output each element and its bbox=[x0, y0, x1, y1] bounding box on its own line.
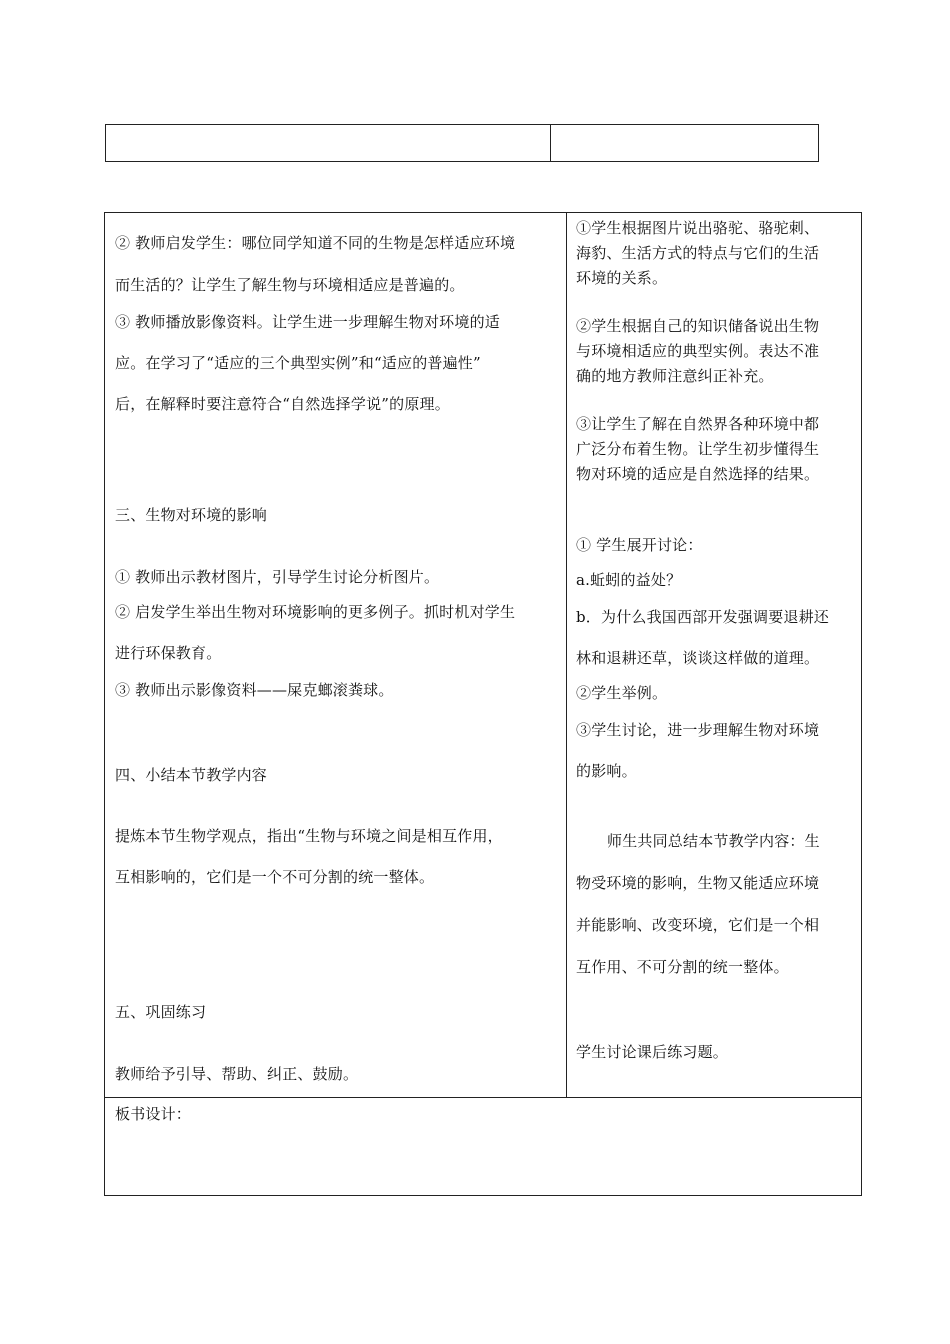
header-table-divider bbox=[550, 125, 551, 161]
student-step-2-line-1: ②学生根据自己的知识储备说出生物 bbox=[576, 317, 820, 335]
student-step-1-line-1: ①学生根据图片说出骆驼、骆驼刺、 bbox=[576, 219, 820, 237]
teacher-step-3-line-3: 后，在解释时要注意符合“自然选择学说”的原理。 bbox=[115, 395, 450, 413]
teacher-step-3-line-1: ③ 教师播放影像资料。让学生进一步理解生物对环境的适 bbox=[115, 313, 500, 331]
student-step-1-line-2: 海豹、生活方式的特点与它们的生活 bbox=[576, 244, 820, 262]
board-row-divider bbox=[105, 1097, 861, 1098]
column-divider bbox=[566, 213, 567, 1097]
board-design-label: 板书设计： bbox=[115, 1105, 192, 1123]
student-discussion-b-line-1: b．为什么我国西部开发强调要退耕还 bbox=[576, 608, 830, 626]
section-3-item-1: ① 教师出示教材图片，引导学生讨论分析图片。 bbox=[115, 568, 440, 586]
student-step-3-line-3: 物对环境的适应是自然选择的结果。 bbox=[576, 465, 820, 483]
teacher-step-3-line-2: 应。在学习了“适应的三个典型实例”和“适应的普遍性” bbox=[115, 354, 481, 372]
student-discuss-line-2: 的影响。 bbox=[576, 762, 637, 780]
student-discussion-b-line-2: 林和退耕还草，谈谈这样做的道理。 bbox=[576, 649, 820, 667]
section-3-item-3: ③ 教师出示影像资料——屎克螂滚粪球。 bbox=[115, 681, 394, 699]
teacher-step-2-line-2: 而生活的？让学生了解生物与环境相适应是普遍的。 bbox=[115, 276, 465, 294]
student-step-2-line-2: 与环境相适应的典型实例。表达不准 bbox=[576, 342, 820, 360]
section-4-title: 四、小结本节教学内容 bbox=[115, 766, 268, 784]
summary-line-2: 物受环境的影响，生物又能适应环境 bbox=[576, 874, 820, 892]
section-3-item-2-line-1: ② 启发学生举出生物对环境影响的更多例子。抓时机对学生 bbox=[115, 603, 516, 621]
summary-line-4: 互作用、不可分割的统一整体。 bbox=[576, 958, 789, 976]
summary-line-3: 并能影响、改变环境，它们是一个相 bbox=[576, 916, 820, 934]
section-3-title: 三、生物对环境的影响 bbox=[115, 506, 268, 524]
section-4-text-line-1: 提炼本节生物学观点，指出“生物与环境之间是相互作用， bbox=[115, 827, 503, 845]
header-table bbox=[105, 124, 819, 162]
student-discuss-line-1: ③学生讨论，进一步理解生物对环境 bbox=[576, 721, 820, 739]
summary-line-1: 师生共同总结本节教学内容：生 bbox=[607, 832, 820, 850]
section-5-text: 教师给予引导、帮助、纠正、鼓励。 bbox=[115, 1065, 359, 1083]
student-step-3-line-2: 广泛分布着生物。让学生初步懂得生 bbox=[576, 440, 820, 458]
student-examples: ②学生举例。 bbox=[576, 684, 668, 702]
student-step-2-line-3: 确的地方教师注意纠正补充。 bbox=[576, 367, 774, 385]
section-5-title: 五、巩固练习 bbox=[115, 1003, 207, 1021]
student-step-3-line-1: ③让学生了解在自然界各种环境中都 bbox=[576, 415, 820, 433]
section-4-text-line-2: 互相影响的，它们是一个不可分割的统一整体。 bbox=[115, 868, 435, 886]
section-3-item-2-line-2: 进行环保教育。 bbox=[115, 644, 222, 662]
teacher-step-2-line-1: ② 教师启发学生：哪位同学知道不同的生物是怎样适应环境 bbox=[115, 234, 516, 252]
student-discussion-title: ① 学生展开讨论： bbox=[576, 536, 703, 554]
student-discussion-a: a.蚯蚓的益处？ bbox=[576, 571, 682, 589]
lesson-table bbox=[104, 212, 862, 1196]
student-exercise: 学生讨论课后练习题。 bbox=[576, 1043, 729, 1061]
student-step-1-line-3: 环境的关系。 bbox=[576, 269, 668, 287]
